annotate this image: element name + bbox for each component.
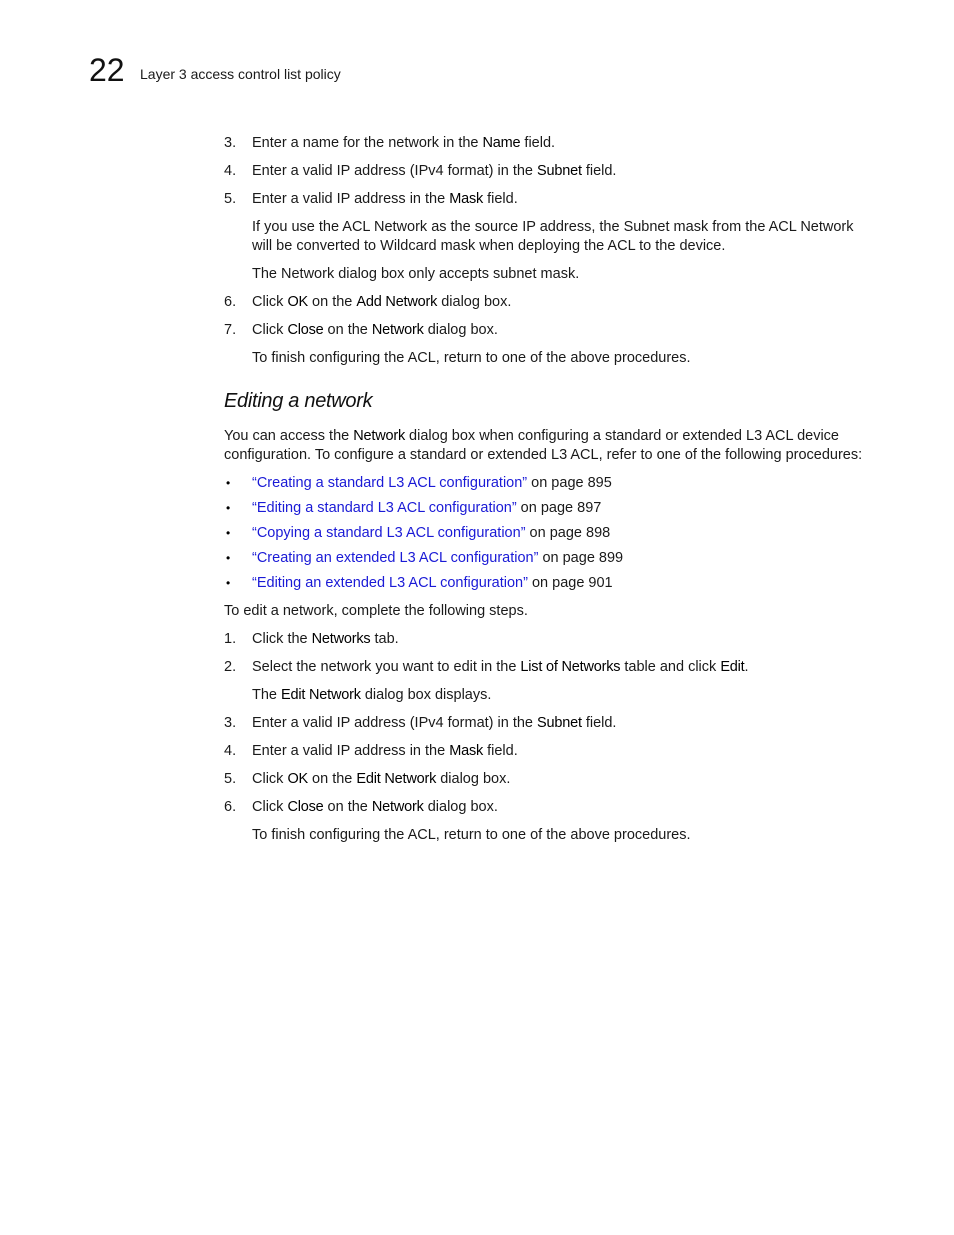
bullet-icon: • [226,526,231,540]
ui-term: Networks [311,631,371,647]
ui-term: Subnet [537,163,582,179]
step-note: The Network dialog box only accepts subnet mask. [252,266,580,282]
step-note: To finish configuring the ACL, return to one of the above procedures. [252,827,691,843]
bullet-icon: • [226,551,231,565]
cross-reference-link[interactable]: “Editing a standard L3 ACL configuration” [252,500,517,516]
ui-term: Subnet [537,715,582,731]
list-item: “Creating a standard L3 ACL configuration” on page 895 [252,475,612,491]
step-text: Enter a valid IP address in the Mask field. [252,191,518,207]
step-text: Select the network you want to edit in the List of Networks table and click Edit. [252,659,749,675]
step-note: The Edit Network dialog box displays. [252,687,492,703]
step-number: 3. [224,715,237,731]
ui-term: Close [287,322,324,338]
lead-text: To edit a network, complete the following steps. [224,603,528,619]
intro-paragraph: You can access the Network dialog box when configuring a standard or extended L3 ACL device [224,428,839,444]
step-text: Click Close on the Network dialog box. [252,799,498,815]
ui-term: Network [371,322,424,338]
ui-term: OK [287,771,309,787]
bullet-icon: • [226,576,231,590]
step-number: 2. [224,659,237,675]
step-number: 7. [224,322,237,338]
intro-paragraph: configuration. To configure a standard or extended L3 ACL, refer to one of the following procedures: [224,447,863,463]
ui-term: Edit Network [356,771,437,787]
chapter-number: 22 [89,52,125,88]
bullet-icon: • [226,501,231,515]
step-note: will be converted to Wildcard mask when deploying the ACL to the device. [252,238,726,254]
cross-reference-link[interactable]: “Creating a standard L3 ACL configuration” [252,475,528,491]
ui-term: List of Networks [520,659,621,675]
bullet-icon: • [226,476,231,490]
ui-term: Add Network [356,294,438,310]
list-item: “Creating an extended L3 ACL configuration” on page 899 [252,550,624,566]
list-item: “Editing a standard L3 ACL configuration” on page 897 [252,500,602,516]
chapter-title: Layer 3 access control list policy [140,66,341,82]
step-number: 5. [224,191,237,207]
step-note: To finish configuring the ACL, return to one of the above procedures. [252,350,691,366]
step-number: 4. [224,163,237,179]
step-text: Enter a valid IP address in the Mask field. [252,743,518,759]
step-text: Click OK on the Edit Network dialog box. [252,771,511,787]
ui-term: Mask [449,191,484,207]
step-number: 4. [224,743,237,759]
step-number: 6. [224,294,237,310]
step-text: Click the Networks tab. [252,631,399,647]
ui-term: Name [482,135,521,151]
list-item: “Copying a standard L3 ACL configuration” on page 898 [252,525,611,541]
ui-term: Mask [449,743,484,759]
step-number: 6. [224,799,237,815]
ui-term: Network [353,428,406,444]
step-text: Click OK on the Add Network dialog box. [252,294,512,310]
step-number: 1. [224,631,237,647]
ui-term: Edit [720,659,745,675]
cross-reference-link[interactable]: “Editing an extended L3 ACL configuration” [252,575,528,591]
step-number: 3. [224,135,237,151]
step-text: Enter a valid IP address (IPv4 format) in the Subnet field. [252,163,617,179]
list-item: “Editing an extended L3 ACL configuration” on page 901 [252,575,613,591]
ui-term: Network [371,799,424,815]
cross-reference-link[interactable]: “Creating an extended L3 ACL configuration” [252,550,539,566]
ui-term: Close [287,799,324,815]
ui-term: Edit Network [281,687,361,703]
section-heading: Editing a network [224,390,373,412]
step-text: Enter a name for the network in the Name field. [252,135,556,151]
step-note: If you use the ACL Network as the source IP address, the Subnet mask from the ACL Network [252,219,854,235]
step-number: 5. [224,771,237,787]
step-text: Enter a valid IP address (IPv4 format) in the Subnet field. [252,715,617,731]
step-text: Click Close on the Network dialog box. [252,322,498,338]
ui-term: OK [287,294,309,310]
cross-reference-link[interactable]: “Copying a standard L3 ACL configuration” [252,525,526,541]
